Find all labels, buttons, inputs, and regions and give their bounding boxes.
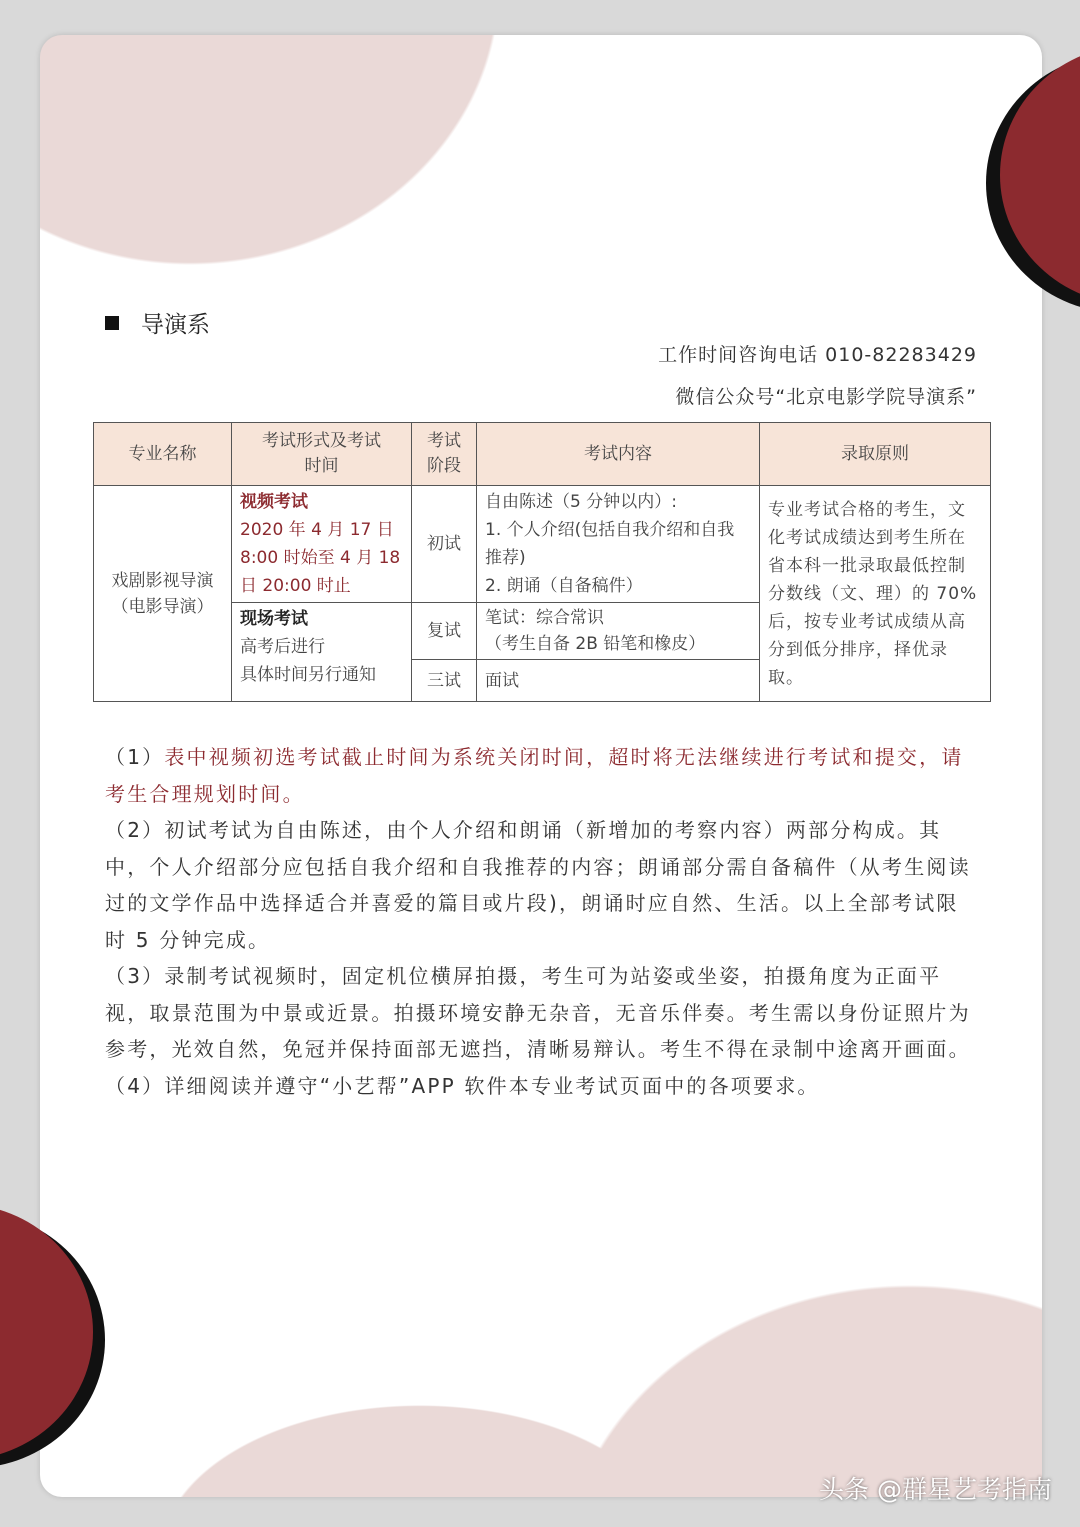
- onsite-exam-label: 现场考试: [240, 609, 308, 629]
- header-cell: 考试内容: [477, 423, 760, 486]
- note-text: 详细阅读并遵守“小艺帮”APP 软件本专业考试页面中的各项要求。: [164, 1073, 820, 1098]
- note-item: [105, 739, 980, 812]
- content-line: 2. 朗诵（自备稿件）: [485, 576, 643, 596]
- note-text: 表中视频初选考试截止时间为系统关闭时间，超时将无法继续进行考试和提交，请考生合理规划时间。: [105, 745, 964, 806]
- note-number: （1）: [105, 745, 165, 769]
- video-exam-label: 视频考试: [240, 492, 308, 512]
- note-number: （4）: [105, 1073, 165, 1098]
- header-cell: 考试形式及考试时间: [232, 423, 412, 486]
- header-cell: 录取原则: [760, 423, 991, 486]
- section-title: [105, 306, 210, 339]
- video-exam-cell: [232, 486, 412, 603]
- table-header-row: [94, 423, 991, 486]
- notes: [105, 739, 980, 1104]
- content-line: （考生自备 2B 铅笔和橡皮）: [485, 634, 706, 654]
- header-cell: 考试阶段: [412, 423, 477, 486]
- note-item: [105, 958, 980, 1068]
- content-line: 1. 个人介绍(包括自我介绍和自我推荐): [485, 520, 735, 568]
- square-bullet-icon: [105, 316, 119, 330]
- contact-phone: 工作时间咨询电话 010-82283429: [658, 344, 977, 366]
- contact-wechat: 微信公众号“北京电影学院导演系”: [675, 386, 977, 408]
- note-item: [105, 812, 980, 958]
- note-number: （2）: [105, 818, 165, 842]
- content-line: 自由陈述（5 分钟以内）:: [485, 492, 677, 512]
- stage-cell: 初试: [412, 486, 477, 603]
- watermark: 头条 @群星艺考指南: [819, 1475, 1052, 1504]
- onsite-exam-line: 具体时间另行通知: [240, 665, 376, 685]
- admission-cell: 专业考试合格的考生，文化考试成绩达到考生所在省本科一批录取最低控制分数线（文、理）的 70%后，按专业考试成绩从高分到低分排序，择优录取。: [760, 486, 991, 702]
- header-cell: 专业名称: [94, 423, 232, 486]
- onsite-exam-cell: [232, 603, 412, 702]
- note-text: 初试考试为自由陈述，由个人介绍和朗诵（新增加的考察内容）两部分构成。其中，个人介绍部分应包括自我介绍和自我推荐的内容；朗诵部分需自备稿件（从考生阅读过的文学作品中选择适合并喜爱的篇目或片段)，朗诵时应自然、生活。以上全部考试限时 5 分钟完成。: [105, 818, 971, 952]
- note-text: 录制考试视频时，固定机位横屏拍摄，考生可为站姿或坐姿，拍摄角度为正面平视，取景范围为中景或近景。拍摄环境安静无杂音，无音乐伴奏。考生需以身份证照片为参考，光效自然，免冠并保持面部无遮挡，清晰易辩认。考生不得在录制中途离开画面。: [105, 964, 971, 1061]
- section-title-text: 导演系: [141, 312, 210, 338]
- major-cell: 戏剧影视导演（电影导演）: [94, 486, 232, 702]
- note-item: [105, 1068, 980, 1105]
- content-cell: [477, 603, 760, 660]
- content-line: 笔试：综合常识: [485, 608, 604, 628]
- exam-table: [93, 422, 991, 702]
- onsite-exam-line: 高考后进行: [240, 637, 325, 657]
- note-number: （3）: [105, 964, 165, 988]
- stage-cell: 三试: [412, 660, 477, 702]
- content-cell: [477, 486, 760, 603]
- table-row: [94, 486, 991, 603]
- content-cell: 面试: [477, 660, 760, 702]
- video-exam-time: 2020 年 4 月 17 日 8:00 时始至 4 月 18 日 20:00 时止: [240, 520, 401, 596]
- stage-cell: 复试: [412, 603, 477, 660]
